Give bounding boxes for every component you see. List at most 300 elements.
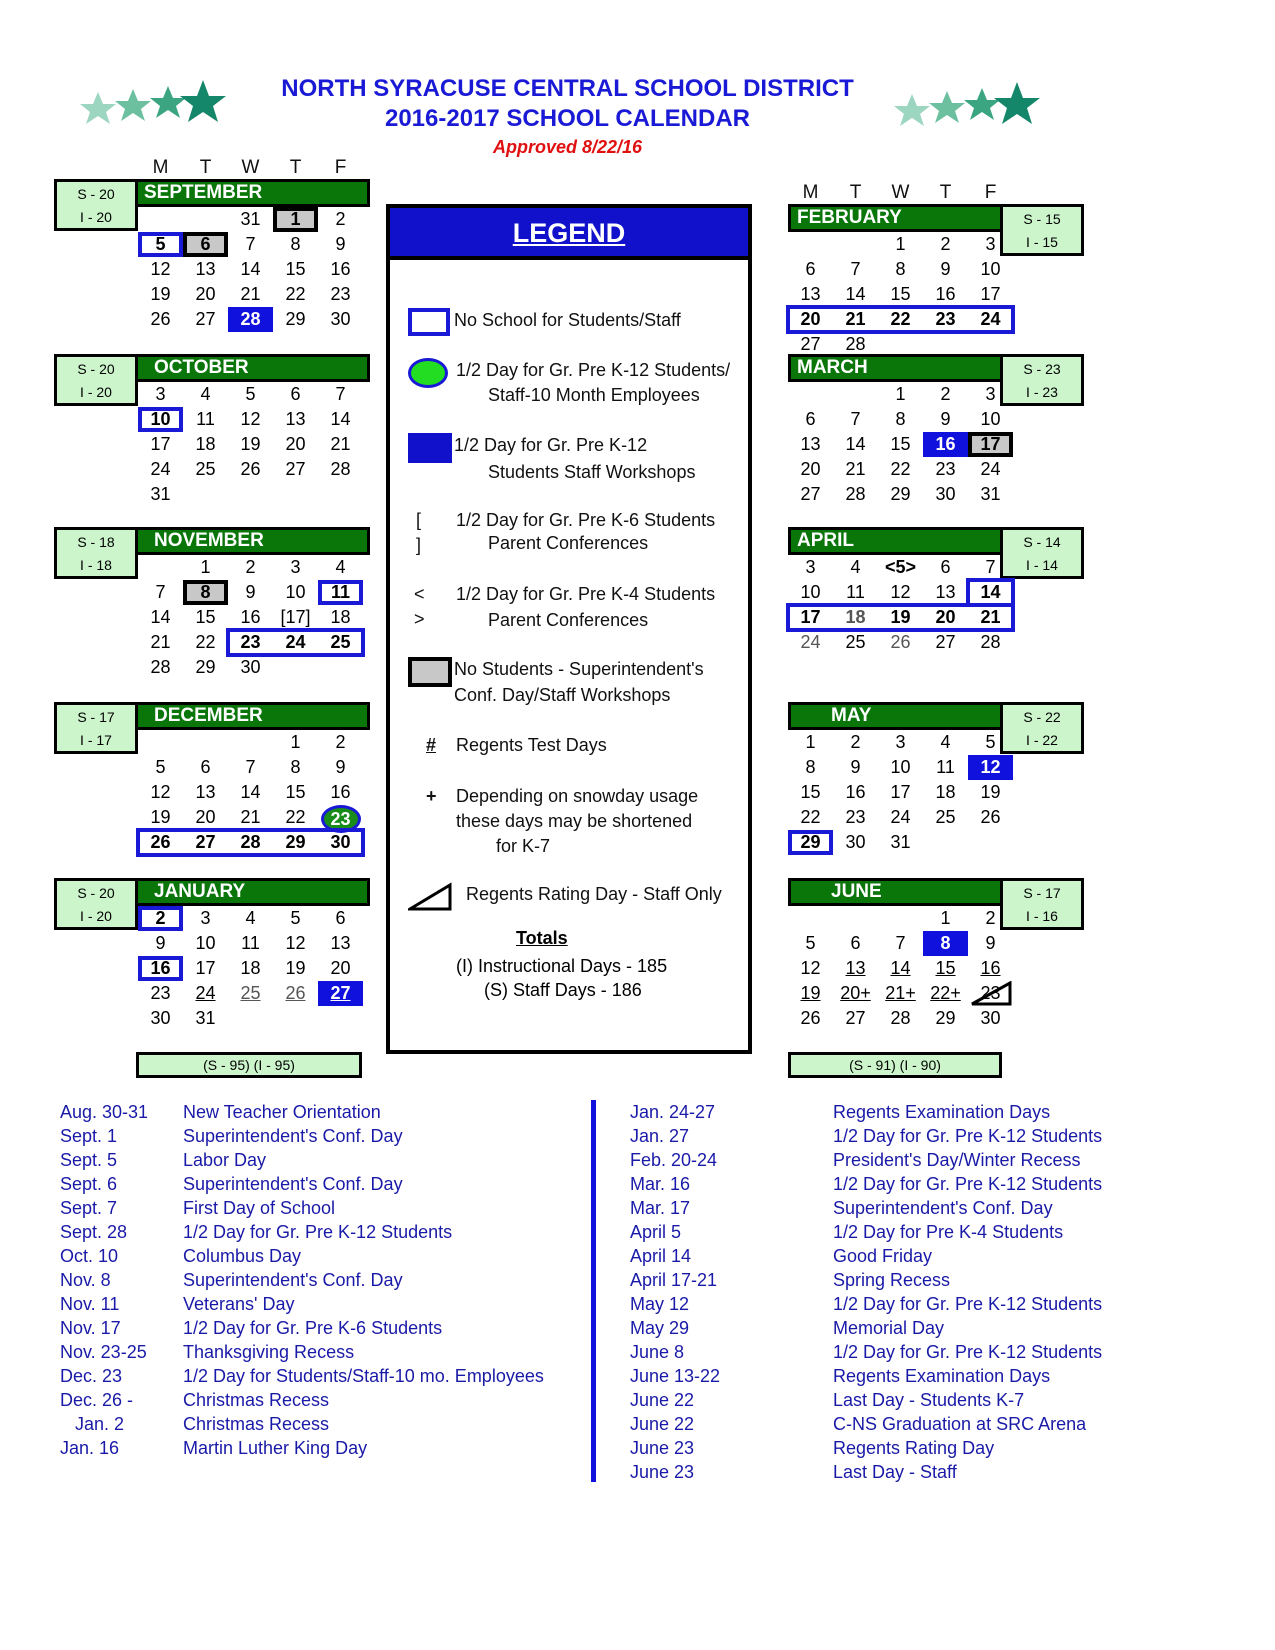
day-cell[interactable]: 22 [890, 309, 911, 329]
day-cell[interactable]: 25 [330, 632, 351, 652]
day-cell[interactable]: 23 [318, 805, 363, 830]
event-description: First Day of School [183, 1198, 336, 1218]
event-date: Sept. 28 [60, 1222, 128, 1242]
day-cell[interactable]: 20 [330, 958, 351, 978]
day-cell [183, 730, 228, 755]
day-cell[interactable]: 4 [245, 908, 256, 928]
blue-outline-box-icon [408, 308, 450, 336]
day-cell [878, 906, 923, 931]
day-cell[interactable]: 24 [285, 632, 306, 652]
event-description: Christmas Recess [183, 1414, 330, 1434]
event-date: June 8 [630, 1342, 685, 1362]
day-cell[interactable]: 3 [805, 557, 816, 577]
event-description: 1/2 Day for Gr. Pre K-6 Students [183, 1318, 443, 1338]
day-cell[interactable]: 14 [150, 607, 171, 627]
month-december [77, 702, 370, 855]
event-description: Superintendent's Conf. Day [183, 1126, 403, 1146]
staff-days-count: S - 14 [1023, 534, 1061, 550]
event-date: Sept. 6 [60, 1174, 118, 1194]
day-cell[interactable]: 2 [335, 732, 346, 752]
events-list-left [60, 1100, 544, 1460]
staff-days-count: S - 15 [1023, 211, 1061, 227]
event-description: 1/2 Day for Gr. Pre K-12 Students [833, 1174, 1103, 1194]
triangle-icon [408, 882, 454, 912]
day-cell[interactable]: 26 [150, 832, 171, 852]
day-cell[interactable]: 2 [138, 906, 183, 931]
day-cell[interactable]: 14 [330, 409, 351, 429]
event-date: April 17-21 [630, 1270, 718, 1290]
month-september [77, 179, 370, 332]
day-cell[interactable]: 18 [240, 958, 261, 978]
instructional-days-count: I - 14 [1026, 557, 1058, 573]
day-cell[interactable]: 13 [800, 434, 821, 454]
day-cell[interactable]: 27 [195, 832, 216, 852]
day-cell[interactable]: 9 [245, 582, 256, 602]
day-cell[interactable]: 17 [980, 284, 1001, 304]
event-description: Superintendent's Conf. Day [183, 1270, 403, 1290]
day-cell[interactable]: 23 [150, 983, 171, 1003]
staff-days-count: S - 22 [1023, 709, 1061, 725]
plus-symbol-icon: + [426, 786, 437, 806]
day-cell[interactable]: 2 [985, 908, 996, 928]
day-cell[interactable]: 10 [980, 409, 1001, 429]
day-cell[interactable]: 5 [138, 232, 183, 257]
day-cell[interactable]: 6 [290, 384, 301, 404]
day-cell[interactable]: 16 [240, 607, 261, 627]
day-cell[interactable]: 17 [195, 958, 216, 978]
day-cell[interactable]: 15 [935, 958, 956, 978]
day-cell[interactable]: 12 [968, 755, 1013, 780]
day-grid-june [788, 906, 1020, 1031]
day-cell[interactable]: 3 [895, 732, 906, 752]
event-date: June 22 [630, 1414, 695, 1434]
day-cell[interactable]: 30 [330, 832, 351, 852]
day-cell[interactable]: 19 [285, 958, 306, 978]
day-cell[interactable]: 20 [935, 607, 956, 627]
event-row [630, 1436, 995, 1460]
event-description: 1/2 Day for Gr. Pre K-12 Students [183, 1222, 453, 1242]
day-cell[interactable]: 25 [240, 983, 261, 1003]
day-cell[interactable]: 1 [200, 557, 211, 577]
day-cell[interactable]: 30 [845, 832, 866, 852]
day-cell[interactable]: 8 [183, 580, 228, 605]
day-grid-may [788, 730, 1020, 855]
day-cell[interactable]: 30 [980, 1008, 1001, 1028]
day-cell[interactable]: 13 [195, 782, 216, 802]
day-cell[interactable]: 3 [290, 557, 301, 577]
day-cell[interactable]: 22 [285, 284, 306, 304]
day-cell[interactable]: 18 [935, 782, 956, 802]
day-cell[interactable]: 16 [923, 432, 968, 457]
day-cell[interactable]: 14 [240, 782, 261, 802]
day-cell[interactable]: 8 [895, 409, 906, 429]
day-cell[interactable]: 6 [183, 232, 228, 257]
day-cell[interactable]: 28 [330, 459, 351, 479]
day-cell[interactable]: 14 [845, 434, 866, 454]
day-cell[interactable]: 8 [805, 757, 816, 777]
day-cell[interactable]: 20 [195, 284, 216, 304]
day-cell[interactable]: 12 [240, 409, 261, 429]
day-cell[interactable]: 8 [290, 757, 301, 777]
day-cell[interactable]: 28 [890, 1008, 911, 1028]
day-cell[interactable]: 23 [935, 309, 956, 329]
event-date: Feb. 20-24 [630, 1150, 718, 1170]
day-cell[interactable]: 30 [240, 657, 261, 677]
event-date: June 13-22 [630, 1366, 721, 1386]
day-cell[interactable]: 22 [800, 807, 821, 827]
day-cell[interactable]: 26 [240, 459, 261, 479]
day-cell[interactable]: 7 [245, 757, 256, 777]
event-row [60, 1100, 381, 1124]
day-cell[interactable]: 7 [335, 384, 346, 404]
day-cell[interactable]: 1 [895, 384, 906, 404]
day-cell[interactable]: 3 [985, 234, 996, 254]
day-cell[interactable]: 29 [285, 309, 306, 329]
day-counts-december [54, 702, 138, 754]
day-cell[interactable]: 26 [285, 983, 306, 1003]
day-cell[interactable]: 18 [845, 607, 866, 627]
day-cell[interactable]: 7 [985, 557, 996, 577]
day-cell[interactable]: 6 [200, 757, 211, 777]
day-cell[interactable]: 1 [805, 732, 816, 752]
day-cell[interactable]: 5 [985, 732, 996, 752]
day-cell[interactable]: 18 [195, 434, 216, 454]
event-description: Martin Luther King Day [183, 1438, 368, 1458]
day-cell[interactable]: 26 [150, 309, 171, 329]
day-cell[interactable]: 1 [273, 207, 318, 232]
district-title: NORTH SYRACUSE CENTRAL SCHOOL DISTRICT [281, 75, 854, 102]
event-date: Jan. 24-27 [630, 1102, 716, 1122]
day-cell[interactable]: 15 [890, 434, 911, 454]
day-cell[interactable]: 24 [800, 632, 821, 652]
instructional-days-count: I - 20 [80, 908, 112, 924]
day-cell[interactable]: 30 [150, 1008, 171, 1028]
first-semester-totals: (S - 95) (I - 95) [136, 1052, 362, 1078]
day-cell[interactable]: 14 [890, 958, 911, 978]
day-cell[interactable]: 31 [150, 484, 171, 504]
day-cell[interactable]: 13 [195, 259, 216, 279]
day-cell[interactable]: 19 [150, 807, 171, 827]
day-cell[interactable]: 23 [330, 284, 351, 304]
event-date: Jan. 27 [630, 1126, 690, 1146]
totals-title: Totals [516, 928, 568, 948]
day-cell[interactable]: 5 [155, 757, 166, 777]
day-cell [833, 232, 878, 257]
day-cell[interactable]: 10 [890, 757, 911, 777]
day-cell[interactable]: 16 [330, 259, 351, 279]
day-cell[interactable]: 29 [890, 484, 911, 504]
day-cell[interactable]: 21 [150, 632, 171, 652]
day-cell [923, 830, 968, 855]
day-cell[interactable]: 24 [890, 807, 911, 827]
day-cell[interactable]: 5 [290, 908, 301, 928]
day-cell[interactable]: 31 [890, 832, 911, 852]
day-cell[interactable]: 3 [985, 384, 996, 404]
day-cell[interactable]: 2 [940, 234, 951, 254]
day-cell[interactable]: 12 [890, 582, 911, 602]
event-date: Nov. 17 [60, 1318, 121, 1338]
day-cell [788, 382, 833, 407]
staff-days-count: S - 20 [77, 186, 115, 202]
day-cell[interactable]: 27 [195, 309, 216, 329]
day-cell[interactable]: 5 [245, 384, 256, 404]
day-cell[interactable]: 7 [850, 409, 861, 429]
day-cell[interactable]: 15 [285, 259, 306, 279]
day-cell[interactable]: 12 [800, 958, 821, 978]
day-cell[interactable]: 10 [195, 933, 216, 953]
day-cell[interactable]: 26 [980, 807, 1001, 827]
day-cell[interactable]: 17 [968, 432, 1013, 457]
day-cell [318, 655, 363, 680]
instructional-days-count: I - 20 [80, 209, 112, 225]
day-cell[interactable]: 4 [940, 732, 951, 752]
day-cell[interactable]: 16 [980, 958, 1001, 978]
day-cell[interactable]: 2 [245, 557, 256, 577]
month-january [77, 878, 370, 1031]
day-cell[interactable]: 29 [935, 1008, 956, 1028]
day-cell [833, 382, 878, 407]
day-cell[interactable]: 13 [800, 284, 821, 304]
day-cell[interactable]: 21 [845, 309, 866, 329]
day-cell[interactable]: 14 [240, 259, 261, 279]
day-cell[interactable]: 29 [788, 830, 833, 855]
event-row [630, 1292, 1103, 1316]
day-cell[interactable]: 20 [285, 434, 306, 454]
day-cell[interactable]: 19 [150, 284, 171, 304]
day-cell[interactable]: <5> [884, 557, 917, 577]
event-row [60, 1316, 443, 1340]
event-date: June 22 [630, 1390, 695, 1410]
day-cell[interactable]: 17 [150, 434, 171, 454]
day-cell[interactable]: 16 [330, 782, 351, 802]
event-row [630, 1364, 1051, 1388]
day-cell[interactable]: 4 [200, 384, 211, 404]
day-cell[interactable]: 22+ [930, 983, 961, 1003]
day-cell[interactable]: 8 [895, 259, 906, 279]
day-cell[interactable]: 21 [330, 434, 351, 454]
day-cell[interactable]: 12 [150, 782, 171, 802]
day-cell[interactable]: 21 [845, 459, 866, 479]
day-cell[interactable]: 30 [935, 484, 956, 504]
day-cell[interactable]: 25 [195, 459, 216, 479]
day-grid-november [138, 555, 370, 680]
instructional-days-count: I - 16 [1026, 908, 1058, 924]
event-description: Regents Examination Days [833, 1366, 1051, 1386]
day-cell[interactable]: 4 [335, 557, 346, 577]
day-cell[interactable]: [17] [280, 607, 311, 627]
day-cell[interactable]: 27 [285, 459, 306, 479]
day-cell[interactable]: 23 [935, 459, 956, 479]
day-cell[interactable]: 26 [890, 632, 911, 652]
day-cell[interactable]: 11 [936, 757, 955, 777]
day-cell [968, 830, 1013, 855]
day-cell [138, 555, 183, 580]
event-row [60, 1220, 453, 1244]
day-cell[interactable]: 6 [850, 933, 861, 953]
day-cell[interactable]: 9 [850, 757, 861, 777]
day-cell[interactable]: 22 [285, 807, 306, 827]
day-cell[interactable]: 13 [935, 582, 956, 602]
day-cell[interactable]: 31 [240, 209, 261, 229]
event-description: Last Day - Staff [833, 1462, 957, 1482]
day-cell[interactable]: 17 [800, 607, 821, 627]
events-list-right [630, 1100, 1103, 1484]
day-cell[interactable]: 7 [850, 259, 861, 279]
day-cell[interactable]: 9 [940, 259, 951, 279]
day-cell[interactable]: 16 [138, 956, 183, 981]
day-cell[interactable]: 10 [980, 259, 1001, 279]
instructional-days-count: I - 15 [1026, 234, 1058, 250]
day-cell[interactable]: 23 [240, 632, 261, 652]
day-cell[interactable]: 1 [895, 234, 906, 254]
day-cell[interactable]: 1 [940, 908, 951, 928]
day-cell[interactable]: 27 [845, 1008, 866, 1028]
day-cell[interactable]: 9 [155, 933, 166, 953]
day-cell [273, 1006, 318, 1031]
day-cell[interactable]: 2 [850, 732, 861, 752]
day-cell[interactable]: 16 [845, 782, 866, 802]
day-cell[interactable]: 2 [335, 209, 346, 229]
event-row [630, 1100, 1051, 1124]
day-cell[interactable]: 19 [240, 434, 261, 454]
day-cell[interactable]: 29 [285, 832, 306, 852]
event-description: Superintendent's Conf. Day [833, 1198, 1053, 1218]
day-cell[interactable]: 12 [150, 259, 171, 279]
day-cell[interactable]: 11 [846, 582, 865, 602]
day-cell[interactable]: 20 [195, 807, 216, 827]
day-cell[interactable]: 28 [240, 832, 261, 852]
day-cell[interactable]: 31 [195, 1008, 216, 1028]
day-cell[interactable]: 23 [845, 807, 866, 827]
day-cell[interactable]: 24 [980, 309, 1001, 329]
day-cell[interactable]: 9 [940, 409, 951, 429]
event-date: June 23 [630, 1438, 695, 1458]
event-description: C-NS Graduation at SRC Arena [833, 1414, 1087, 1434]
calendar-title: 2016-2017 SCHOOL CALENDAR [384, 105, 750, 132]
day-cell[interactable]: 27 [935, 632, 956, 652]
day-cell [788, 232, 833, 257]
day-cell[interactable]: 11 [241, 933, 260, 953]
day-cell[interactable]: 6 [335, 908, 346, 928]
day-cell[interactable]: 28 [150, 657, 171, 677]
day-cell[interactable]: 28 [980, 632, 1001, 652]
day-cell[interactable]: 28 [228, 307, 273, 332]
day-cell[interactable]: 6 [940, 557, 951, 577]
day-cell[interactable]: 20 [800, 309, 821, 329]
day-cell[interactable]: 24 [150, 459, 171, 479]
day-cell[interactable]: 22 [195, 632, 216, 652]
day-cell [183, 482, 228, 507]
day-cell[interactable]: 7 [155, 582, 166, 602]
event-row [60, 1172, 403, 1196]
day-cell[interactable]: 28 [845, 484, 866, 504]
day-cell[interactable]: 24 [980, 459, 1001, 479]
day-cell[interactable]: 27 [800, 484, 821, 504]
day-cell[interactable]: 25 [845, 632, 866, 652]
day-cell[interactable]: 10 [800, 582, 821, 602]
day-cell[interactable]: 5 [805, 933, 816, 953]
day-cell[interactable]: 15 [890, 284, 911, 304]
day-grid-september [138, 207, 370, 332]
event-date: Oct. 10 [60, 1246, 119, 1266]
day-cell[interactable]: 22 [890, 459, 911, 479]
day-cell[interactable]: 4 [850, 557, 861, 577]
day-cell[interactable]: 13 [845, 958, 866, 978]
staff-days-count: S - 23 [1023, 361, 1061, 377]
day-cell[interactable]: 3 [200, 908, 211, 928]
day-cell[interactable]: 21 [980, 607, 1001, 627]
day-cell[interactable]: 13 [330, 933, 351, 953]
day-cell[interactable]: 20+ [840, 983, 871, 1003]
day-cell[interactable]: 27 [318, 981, 363, 1006]
day-cell [228, 1006, 273, 1031]
day-cell[interactable]: 27 [800, 334, 821, 354]
day-cell[interactable]: 28 [845, 334, 866, 354]
day-cell[interactable]: 12 [285, 933, 306, 953]
day-cell[interactable]: 15 [285, 782, 306, 802]
day-cell[interactable]: 20 [800, 459, 821, 479]
day-cell[interactable]: 30 [330, 309, 351, 329]
day-cell[interactable]: 14 [980, 582, 1001, 602]
event-row [60, 1364, 544, 1388]
day-cell[interactable]: 9 [335, 757, 346, 777]
day-cell[interactable]: 18 [330, 607, 351, 627]
day-cell[interactable]: 6 [805, 409, 816, 429]
day-cell[interactable]: 21 [240, 807, 261, 827]
staff-days-count: S - 20 [77, 361, 115, 377]
angle-bracket-symbol-icon: < > [414, 584, 425, 629]
day-cell[interactable]: 13 [285, 409, 306, 429]
day-cell[interactable]: 19 [800, 983, 821, 1003]
day-cell[interactable]: 23 [968, 981, 1013, 1006]
day-cell[interactable]: 7 [245, 234, 256, 254]
day-cell[interactable]: 19 [890, 607, 911, 627]
day-cell[interactable]: 10 [138, 407, 183, 432]
day-cell[interactable]: 10 [285, 582, 306, 602]
day-cell[interactable]: 14 [845, 284, 866, 304]
instructional-days-count: I - 17 [80, 732, 112, 748]
event-date: Aug. 30-31 [60, 1102, 149, 1122]
day-cell[interactable]: 7 [895, 933, 906, 953]
day-cell[interactable]: 19 [980, 782, 1001, 802]
day-cell[interactable]: 25 [935, 807, 956, 827]
day-cell[interactable]: 8 [290, 234, 301, 254]
day-cell[interactable]: 9 [335, 234, 346, 254]
day-cell[interactable]: 21 [240, 284, 261, 304]
day-cell[interactable]: 16 [935, 284, 956, 304]
day-cell[interactable]: 15 [800, 782, 821, 802]
day-cell[interactable]: 9 [985, 933, 996, 953]
legend-title: LEGEND [390, 208, 748, 260]
green-circle-icon [408, 358, 448, 388]
day-cell[interactable]: 11 [196, 409, 215, 429]
day-cell[interactable]: 24 [195, 983, 216, 1003]
day-cell[interactable]: 21+ [885, 983, 916, 1003]
day-cell[interactable]: 2 [940, 384, 951, 404]
day-cell[interactable]: 1 [290, 732, 301, 752]
day-cell[interactable]: 8 [923, 931, 968, 956]
day-cell [318, 1006, 363, 1031]
day-cell[interactable]: 3 [155, 384, 166, 404]
month-header-october: OCTOBER [138, 354, 370, 382]
day-cell[interactable]: 26 [800, 1008, 821, 1028]
day-cell[interactable]: 29 [195, 657, 216, 677]
day-cell[interactable]: 17 [890, 782, 911, 802]
day-cell[interactable]: 15 [195, 607, 216, 627]
day-cell[interactable]: 31 [980, 484, 1001, 504]
day-cell[interactable]: 11 [318, 580, 363, 605]
day-cell[interactable]: 6 [805, 259, 816, 279]
